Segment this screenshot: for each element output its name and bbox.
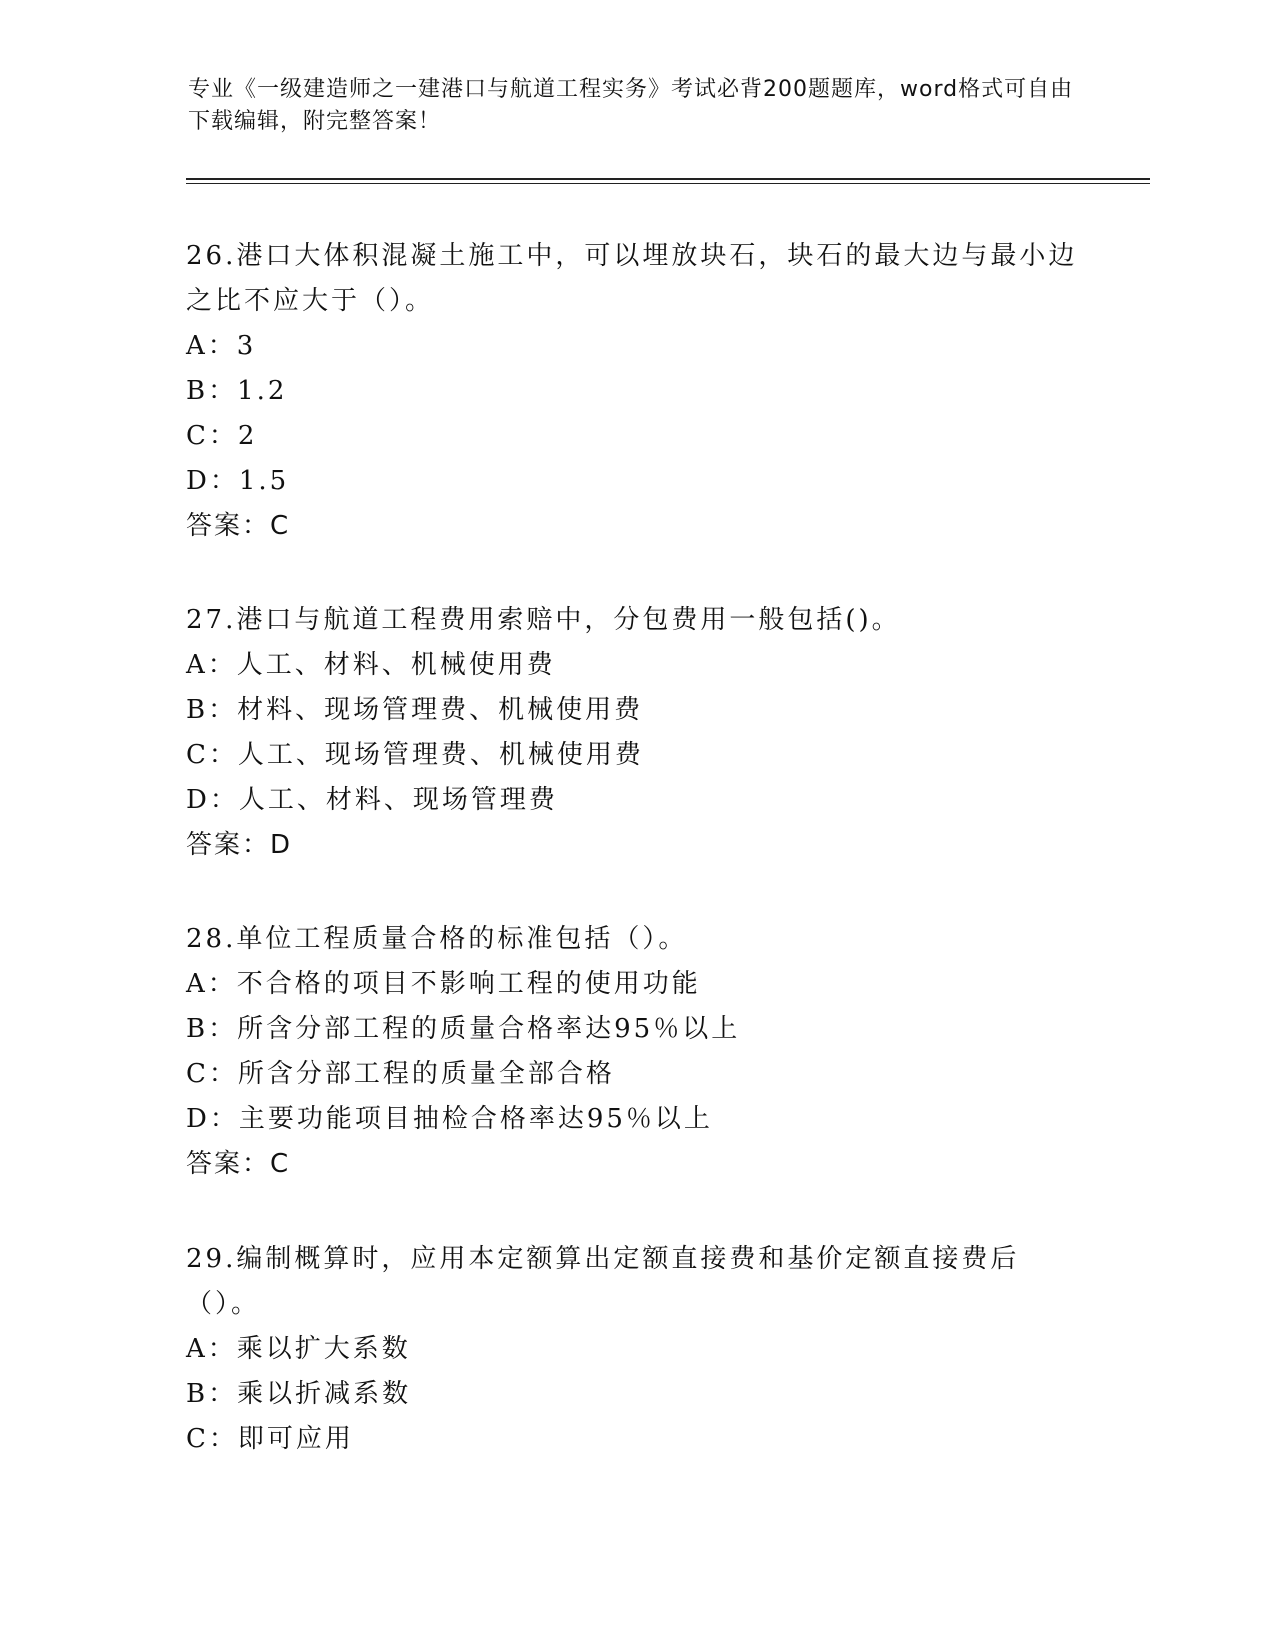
- option-a: A：人工、材料、机械使用费: [186, 650, 556, 680]
- header-divider-thick: [186, 178, 1150, 180]
- option-d: D：主要功能项目抽检合格率达95％以上: [186, 1104, 713, 1134]
- option-d: D：人工、材料、现场管理费: [186, 785, 558, 815]
- option-c: C：2: [186, 421, 258, 451]
- document-header: 专业《一级建造师之一建港口与航道工程实务》考试必背200题题库，word格式可自由下载编辑，附完整答案！: [188, 77, 1074, 134]
- option-c: C：即可应用: [186, 1424, 354, 1454]
- question-stem: 28.单位工程质量合格的标准包括（）。: [186, 924, 688, 954]
- option-a: A：不合格的项目不影响工程的使用功能: [186, 969, 701, 999]
- option-b: B：所含分部工程的质量合格率达95％以上: [186, 1014, 741, 1044]
- answer-line: 答案：C: [186, 511, 291, 541]
- option-c: C：人工、现场管理费、机械使用费: [186, 740, 644, 770]
- question-28: [186, 917, 1086, 1187]
- answer-line: 答案：D: [186, 830, 293, 860]
- option-b: B：1.2: [186, 376, 288, 406]
- answer-line: 答案：C: [186, 1149, 291, 1179]
- header-divider-thin: [186, 183, 1150, 184]
- question-29: [186, 1237, 1086, 1462]
- option-b: B：材料、现场管理费、机械使用费: [186, 695, 644, 725]
- question-26: [186, 234, 1086, 549]
- option-a: A：乘以扩大系数: [186, 1334, 411, 1364]
- question-stem: 29.编制概算时，应用本定额算出定额直接费和基价定额直接费后（）。: [186, 1244, 1020, 1319]
- question-stem: 26.港口大体积混凝土施工中，可以埋放块石，块石的最大边与最小边之比不应大于（）。: [186, 241, 1078, 316]
- option-b: B：乘以折减系数: [186, 1379, 412, 1409]
- option-a: A：3: [186, 331, 257, 361]
- question-27: [186, 598, 1086, 868]
- option-c: C：所含分部工程的质量全部合格: [186, 1059, 615, 1089]
- option-d: D：1.5: [186, 466, 290, 496]
- question-stem: 27.港口与航道工程费用索赔中，分包费用一般包括()。: [186, 605, 901, 635]
